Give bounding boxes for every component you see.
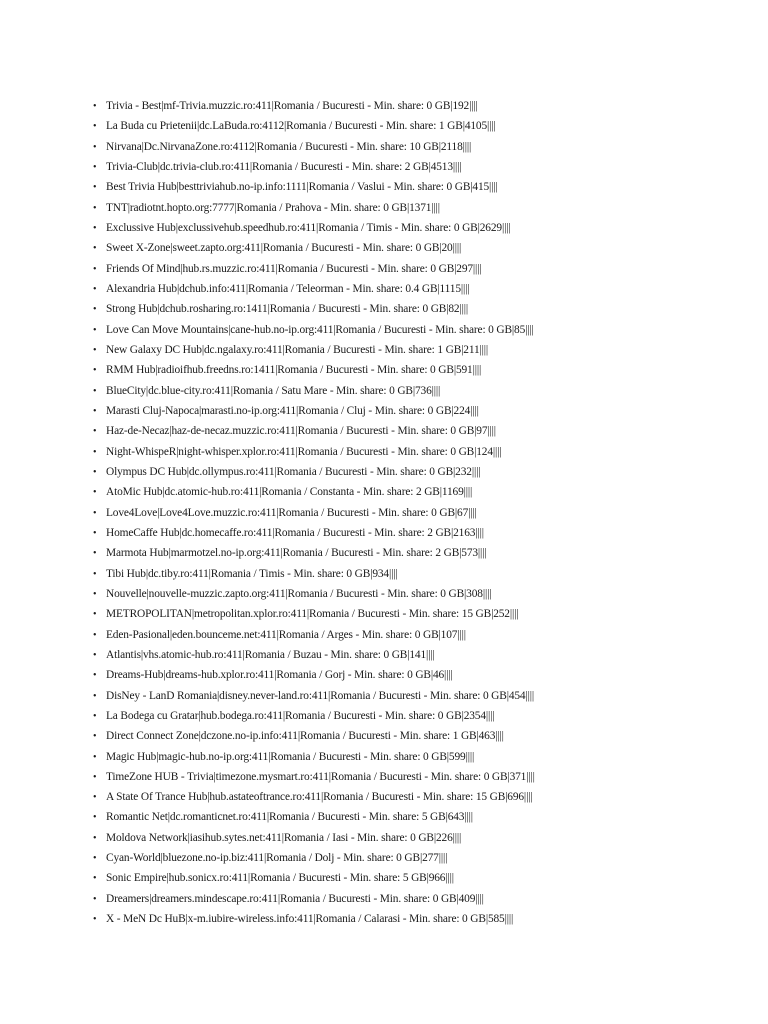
list-item [93,807,535,827]
bullet-icon: • [93,405,97,417]
hub-entry-text: Exclussive Hub|exclussivehub.speedhub.ro:411|Romania / Timis - Min. share: 0 GB|2629|||| [106,221,511,234]
bullet-icon: • [93,629,97,641]
list-item [93,442,535,462]
hub-entry-text: Friends Of Mind|hub.rs.muzzic.ro:411|Romania / Bucuresti - Min. share: 0 GB|297|||| [106,262,482,275]
bullet-icon: • [93,466,97,478]
bullet-icon: • [93,324,97,336]
list-item [93,401,535,421]
list-item [93,625,535,645]
hub-entry-text: New Galaxy DC Hub|dc.ngalaxy.ro:411|Romania / Bucuresti - Min. share: 1 GB|211|||| [106,343,489,356]
list-item [93,503,535,523]
list-item [93,421,535,441]
list-item [93,726,535,746]
bullet-icon: • [93,832,97,844]
bullet-icon: • [93,771,97,783]
hub-entry-text: Moldova Network|iasihub.sytes.net:411|Romania / Iasi - Min. share: 0 GB|226|||| [106,831,462,844]
bullet-icon: • [93,487,97,499]
hub-entry-text: TimeZone HUB - Trivia|timezone.mysmart.ro:411|Romania / Bucuresti - Min. share: 0 GB|371|||| [106,770,535,783]
bullet-icon: • [93,751,97,763]
hub-entry-text: Marasti Cluj-Napoca|marasti.no-ip.org:411|Romania / Cluj - Min. share: 0 GB|224|||| [106,404,479,417]
hub-entry-text: Best Trivia Hub|besttriviahub.no-ip.info:1111|Romania / Vaslui - Min. share: 0 GB|415|||| [106,181,498,194]
list-item [93,360,535,380]
bullet-icon: • [93,182,97,194]
hub-entry-text: A State Of Trance Hub|hub.astateoftrance.ro:411|Romania / Bucuresti - Min. share: 15 GB|696|||| [106,791,533,804]
hub-entry-text: METROPOLITAN|metropolitan.xplor.ro:411|Romania / Bucuresti - Min. share: 15 GB|252|||| [106,608,519,621]
hub-entry-text: Sweet X-Zone|sweet.zapto.org:411|Romania / Bucuresti - Min. share: 0 GB|20|||| [106,242,462,255]
bullet-icon: • [93,426,97,438]
bullet-icon: • [93,690,97,702]
bullet-icon: • [93,161,97,173]
bullet-icon: • [93,731,97,743]
bullet-icon: • [93,710,97,722]
hub-entry-text: Nirvana|Dc.NirvanaZone.ro:4112|Romania / Bucuresti - Min. share: 10 GB|2118|||| [106,140,472,153]
hub-entry-text: X - MeN Dc HuB|x-m.iubire-wireless.info:411|Romania / Calarasi - Min. share: 0 GB|585|||| [106,913,514,926]
list-item [93,157,535,177]
hub-entry-text: Trivia - Best|mf-Trivia.muzzic.ro:411|Romania / Bucuresti - Min. share: 0 GB|192|||| [106,100,478,112]
hub-entry-text: Alexandria Hub|dchub.info:411|Romania / Teleorman - Min. share: 0.4 GB|1115|||| [106,282,470,295]
bullet-icon: • [93,243,97,255]
list-item [93,381,535,401]
bullet-icon: • [93,304,97,316]
hub-entry-text: Cyan-World|bluezone.no-ip.biz:411|Romania / Dolj - Min. share: 0 GB|277|||| [106,852,448,865]
hub-entry-text: HomeCaffe Hub|dc.homecaffe.ro:411|Romania / Bucuresti - Min. share: 2 GB|2163|||| [106,526,484,539]
bullet-icon: • [93,527,97,539]
hub-entry-text: Love Can Move Mountains|cane-hub.no-ip.org:411|Romania / Bucuresti - Min. share: 0 GB|85|||| [106,323,534,336]
bullet-icon: • [93,507,97,519]
list-item [93,523,535,543]
hub-entry-text: Eden-Pasional|eden.bounceme.net:411|Romania / Arges - Min. share: 0 GB|107|||| [106,628,466,641]
hub-entry-text: Olympus DC Hub|dc.ollympus.ro:411|Romania / Bucuresti - Min. share: 0 GB|232|||| [106,465,481,478]
list-item [93,462,535,482]
list-item [93,889,535,909]
hub-entry-text: Romantic Net|dc.romanticnet.ro:411|Romania / Bucuresti - Min. share: 5 GB|643|||| [106,811,473,824]
list-item [93,198,535,218]
list-item [93,96,535,116]
hub-entry-text: La Bodega cu Gratar|hub.bodega.ro:411|Romania / Bucuresti - Min. share: 0 GB|2354|||| [106,709,495,722]
list-item [93,787,535,807]
bullet-icon: • [93,263,97,275]
hub-entry-text: Trivia-Club|dc.trivia-club.ro:411|Romania / Bucuresti - Min. share: 2 GB|4513|||| [106,160,462,173]
hub-entry-text: Tibi Hub|dc.tiby.ro:411|Romania / Timis - Min. share: 0 GB|934|||| [106,567,398,580]
list-item [93,543,535,563]
hub-entry-text: Marmota Hub|marmotzel.no-ip.org:411|Romania / Bucuresti - Min. share: 2 GB|573|||| [106,547,487,560]
list-item [93,218,535,238]
bullet-icon: • [93,222,97,234]
bullet-icon: • [93,101,97,112]
hub-entry-text: Night-WhispeR|night-whisper.xplor.ro:411|Romania / Bucuresti - Min. share: 0 GB|124|||| [106,445,502,458]
bullet-icon: • [93,344,97,356]
hub-entry-text: Love4Love|Love4Love.muzzic.ro:411|Romania / Bucuresti - Min. share: 0 GB|67|||| [106,506,477,519]
list-item [93,868,535,888]
bullet-icon: • [93,812,97,824]
list-item [93,909,535,929]
hub-entry-text: La Buda cu Prietenii|dc.LaBuda.ro:4112|Romania / Bucuresti - Min. share: 1 GB|4105|||| [106,120,496,133]
list-item [93,604,535,624]
bullet-icon: • [93,141,97,153]
hub-entry-text: RMM Hub|radioifhub.freedns.ro:1411|Romania / Bucuresti - Min. share: 0 GB|591|||| [106,364,482,377]
list-item [93,686,535,706]
hub-entry-text: BlueCity|dc.blue-city.ro:411|Romania / Satu Mare - Min. share: 0 GB|736|||| [106,384,441,397]
list-item [93,279,535,299]
list-item [93,645,535,665]
hub-entry-text: DisNey - LanD Romania|disney.never-land.ro:411|Romania / Bucuresti - Min. share: 0 GB|454|||| [106,689,534,702]
hub-entry-text: Magic Hub|magic-hub.no-ip.org:411|Romania / Bucuresti - Min. share: 0 GB|599|||| [106,750,475,763]
hub-entry-text: Dreams-Hub|dreams-hub.xplor.ro:411|Romania / Gorj - Min. share: 0 GB|46|||| [106,669,453,682]
bullet-icon: • [93,202,97,214]
list-item [93,116,535,136]
list-item [93,828,535,848]
bullet-icon: • [93,893,97,905]
bullet-icon: • [93,365,97,377]
bullet-icon: • [93,670,97,682]
hub-entry-text: AtoMic Hub|dc.atomic-hub.ro:411|Romania / Constanta - Min. share: 2 GB|1169|||| [106,486,473,499]
list-item [93,747,535,767]
list-item [93,238,535,258]
hub-list [93,96,535,929]
list-item [93,340,535,360]
list-item [93,177,535,197]
hub-entry-text: Nouvelle|nouvelle-muzzic.zapto.org:411|Romania / Bucuresti - Min. share: 0 GB|308|||| [106,587,492,600]
list-item [93,665,535,685]
list-item [93,137,535,157]
bullet-icon: • [93,548,97,560]
hub-entry-text: Atlantis|vhs.atomic-hub.ro:411|Romania / Buzau - Min. share: 0 GB|141|||| [106,648,435,661]
list-item [93,564,535,584]
bullet-icon: • [93,385,97,397]
hub-entry-text: Haz-de-Necaz|haz-de-necaz.muzzic.ro:411|Romania / Bucuresti - Min. share: 0 GB|97|||| [106,425,496,438]
hub-entry-text: TNT|radiotnt.hopto.org:7777|Romania / Prahova - Min. share: 0 GB|1371|||| [106,201,440,214]
bullet-icon: • [93,609,97,621]
list-item [93,706,535,726]
bullet-icon: • [93,853,97,865]
list-item [93,767,535,787]
hub-entry-text: Direct Connect Zone|dczone.no-ip.info:411|Romania / Bucuresti - Min. share: 1 GB|463|||| [106,730,504,743]
bullet-icon: • [93,283,97,295]
hub-entry-text: Sonic Empire|hub.sonicx.ro:411|Romania / Bucuresti - Min. share: 5 GB|966|||| [106,872,454,885]
list-item [93,584,535,604]
bullet-icon: • [93,873,97,885]
bullet-icon: • [93,446,97,458]
list-item [93,259,535,279]
list-item [93,320,535,340]
bullet-icon: • [93,588,97,600]
bullet-icon: • [93,649,97,661]
list-item [93,299,535,319]
list-item [93,482,535,502]
bullet-icon: • [93,568,97,580]
list-item [93,848,535,868]
bullet-icon: • [93,121,97,133]
bullet-icon: • [93,914,97,926]
bullet-icon: • [93,792,97,804]
hub-entry-text: Strong Hub|dchub.rosharing.ro:1411|Romania / Bucuresti - Min. share: 0 GB|82|||| [106,303,468,316]
hub-entry-text: Dreamers|dreamers.mindescape.ro:411|Romania / Bucuresti - Min. share: 0 GB|409|||| [106,892,484,905]
